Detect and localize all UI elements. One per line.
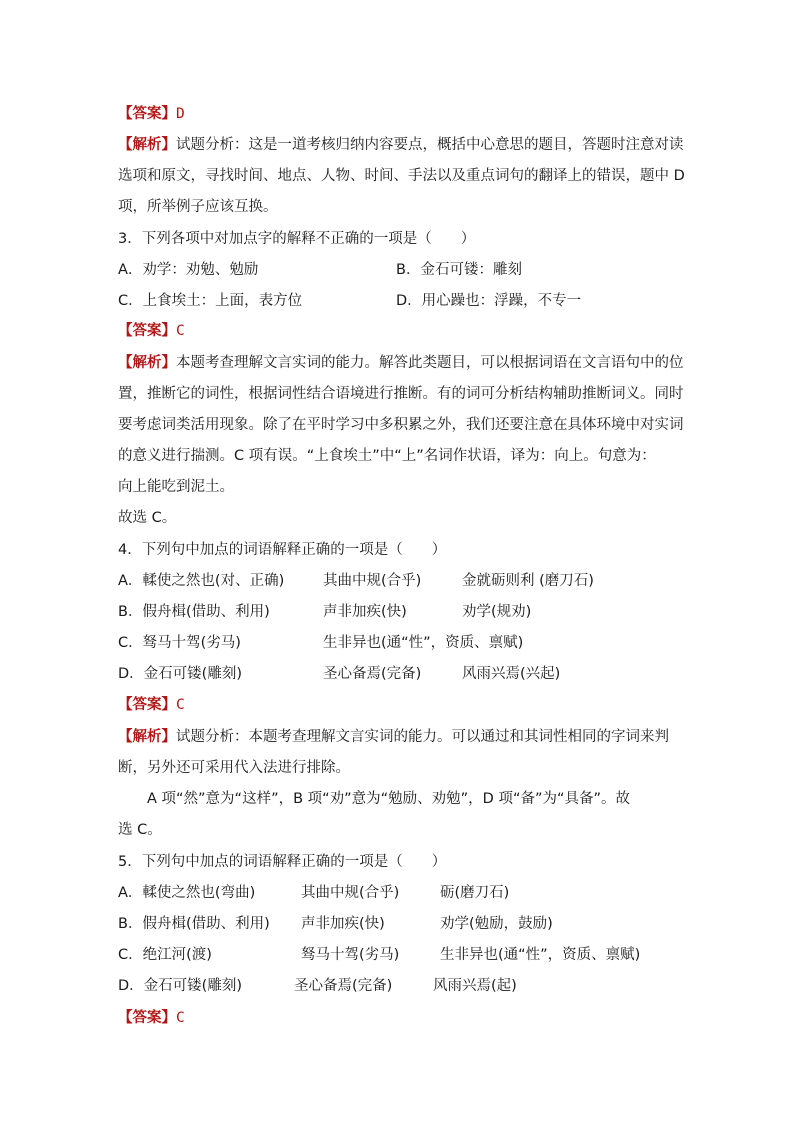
- analysis-line: [118, 353, 684, 373]
- question-stem: 3．下列各项中对加点字的解释不正确的一项是（ ）: [118, 231, 476, 247]
- answer-value: C: [176, 323, 185, 339]
- answer-label: 【答案】: [118, 697, 176, 713]
- analysis-line: 断，另外还可采用代入法进行排除。: [118, 760, 350, 776]
- answer-label: 【答案】: [118, 106, 176, 122]
- option-c-item-3: 生非异也(通“性”，资质、禀赋): [440, 947, 641, 963]
- option-c-item-2: 驽马十驾(劣马): [301, 947, 400, 963]
- answer-label: 【答案】: [118, 1010, 176, 1026]
- analysis-line: 项，所举例子应该互换。: [118, 199, 278, 215]
- question-stem: 5．下列句中加点的词语解释正确的一项是（ ）: [118, 854, 447, 870]
- analysis-line: [118, 727, 669, 747]
- answer-label: 【答案】: [118, 323, 176, 339]
- analysis-line: 要考虑词类活用现象。除了在平时学习中多积累之外，我们还要注意在具体环境中对实词: [118, 417, 684, 433]
- option-b-item-1: B．假舟楫(借助、利用): [118, 916, 270, 932]
- analysis-text: 本题考查理解文言实词的能力。解答此类题目，可以根据词语在文言语句中的位: [176, 355, 684, 371]
- analysis-label: 【解析】: [118, 355, 176, 371]
- option-a-item-3: 砺(磨刀石): [440, 885, 510, 901]
- option-d-item-2: 圣心备焉(完备): [323, 666, 422, 682]
- answer-value: C: [176, 697, 185, 713]
- option-b-item-3: 劝学(勉励，鼓励): [440, 916, 553, 932]
- option-c-item-2: 生非异也(通“性”，资质、禀赋): [323, 635, 524, 651]
- analysis-line: 向上能吃到泥土。: [118, 479, 234, 495]
- option-a-item-3: 金就砺则利 (磨刀石): [462, 573, 594, 589]
- option-b-item-2: 声非加疾(快): [301, 916, 385, 932]
- option-d-item-1: D．金石可镂(雕刻): [118, 978, 242, 994]
- option-a-item-1: A．輮使之然也(对、正确): [118, 573, 285, 589]
- option-c-item-1: C．驽马十驾(劣马): [118, 635, 241, 651]
- analysis-line: 故选 C。: [118, 510, 177, 526]
- analysis-line: 选项和原文，寻找时间、地点、人物、时间、手法以及重点词句的翻译上的错误，题中 D: [118, 168, 685, 184]
- answer-line: [118, 104, 185, 124]
- option-d: D．用心躁也：浮躁，不专一: [396, 293, 582, 309]
- option-a-item-2: 其曲中规(合乎): [301, 885, 400, 901]
- option-d-item-1: D．金石可镂(雕刻): [118, 666, 242, 682]
- option-a-item-2: 其曲中规(合乎): [323, 573, 422, 589]
- analysis-label: 【解析】: [118, 729, 176, 745]
- analysis-text: 试题分析：这是一道考核归纳内容要点，概括中心意思的题目，答题时注意对读: [176, 137, 684, 153]
- option-d-item-3: 风雨兴焉(兴起): [462, 666, 561, 682]
- answer-line: [118, 1008, 185, 1028]
- option-a-item-1: A．輮使之然也(弯曲): [118, 885, 256, 901]
- answer-line: [118, 321, 185, 341]
- option-a: A．劝学：劝勉、勉励: [118, 262, 259, 278]
- analysis-line: 选 C。: [118, 822, 162, 838]
- option-d-item-2: 圣心备焉(完备): [294, 978, 393, 994]
- analysis-line: 置，推断它的词性，根据词性结合语境进行推断。有的词可分析结构辅助推断词义。同时: [118, 386, 684, 402]
- answer-line: [118, 695, 185, 715]
- answer-value: C: [176, 1010, 185, 1026]
- option-b: B．金石可镂：雕刻: [396, 262, 522, 278]
- question-stem: 4．下列句中加点的词语解释正确的一项是（ ）: [118, 542, 447, 558]
- option-b-item-2: 声非加疾(快): [323, 604, 407, 620]
- option-c-item-1: C．绝江河(渡): [118, 947, 212, 963]
- answer-value: D: [176, 106, 185, 122]
- analysis-line: A 项“然”意为“这样”，B 项“劝”意为“勉励、劝勉”，D 项“备”为“具备”。故: [147, 791, 631, 807]
- analysis-text: 试题分析：本题考查理解文言实词的能力。可以通过和其词性相同的字词来判: [176, 729, 669, 745]
- analysis-line: 的意义进行揣测。C 项有误。“上食埃土”中“上”名词作状语，译为：向上。句意为：: [118, 448, 656, 464]
- option-c: C．上食埃土：上面，表方位: [118, 293, 303, 309]
- option-b-item-1: B．假舟楫(借助、利用): [118, 604, 270, 620]
- analysis-label: 【解析】: [118, 137, 176, 153]
- analysis-line: [118, 135, 684, 155]
- option-d-item-3: 风雨兴焉(起): [433, 978, 517, 994]
- option-b-item-3: 劝学(规劝): [462, 604, 532, 620]
